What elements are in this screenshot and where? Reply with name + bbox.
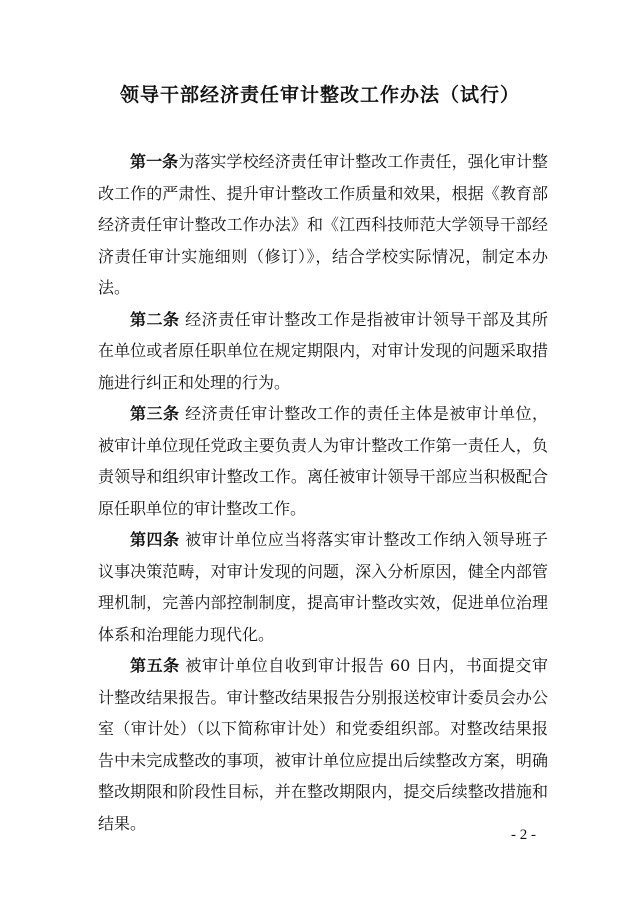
article-2 — [98, 304, 548, 399]
page-number: - 2 - — [511, 827, 536, 843]
article-4 — [98, 524, 548, 650]
article-label: 第二条 — [130, 309, 180, 329]
document-body — [98, 146, 548, 839]
article-text: 经济责任审计整改工作的责任主体是被审计单位，被审计单位现任党政主要负责人为审计整改工作第一责任人，负责领导和组织审计整改工作。离任被审计领导干部应当积极配合原任职单位的审计整改工作。 — [98, 404, 548, 518]
article-3 — [98, 398, 548, 524]
article-text: 被审计单位自收到审计报告 60 日内，书面提交审计整改结果报告。审计整改结果报告分别报送校审计委员会办公室（审计处）（以下简称审计处）和党委组织部。对整改结果报告中未完成整改的事项，被审计单位应提出后续整改方案，明确整改期限和阶段性目标，并在整改期限内，提交后续整改措施和结果。 — [98, 656, 548, 833]
article-label: 第一条 — [130, 152, 179, 171]
article-text: 为落实学校经济责任审计整改工作责任，强化审计整改工作的严肃性、提升审计整改工作质量和效果，根据《教育部经济责任审计整改工作办法》和《江西科技师范大学领导干部经济责任审计实施细则（修订）》，结合学校实际情况，制定本办法。 — [98, 152, 548, 297]
article-label: 第三条 — [130, 404, 180, 423]
article-1 — [98, 146, 548, 304]
article-text: 被审计单位应当将落实审计整改工作纳入领导班子议事决策范畴，对审计发现的问题，深入分析原因，健全内部管理机制，完善内部控制制度，提高审计整改实效，促进单位治理体系和治理能力现代化。 — [98, 530, 548, 644]
article-text: 经济责任审计整改工作是指被审计领导干部及其所在单位或者原任职单位在规定期限内，对审计发现的问题采取措施进行纠正和处理的行为。 — [98, 309, 548, 392]
document-title: 领导干部经济责任审计整改工作办法（试行） — [119, 84, 520, 106]
article-label: 第四条 — [130, 530, 180, 549]
article-5 — [98, 650, 548, 839]
article-label: 第五条 — [130, 656, 180, 675]
